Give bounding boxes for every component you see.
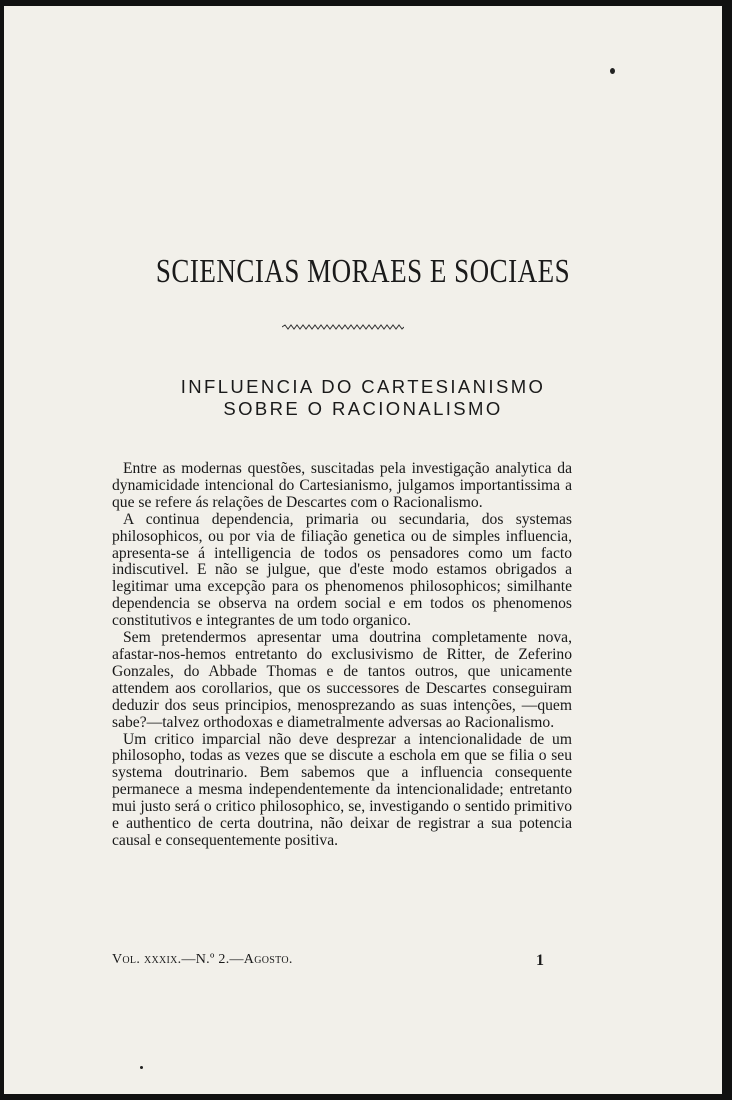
ink-speck <box>140 1066 143 1069</box>
article-title-line-1: INFLUENCIA DO CARTESIANISMO <box>180 376 546 397</box>
section-title: SCIENCIAS MORAES E SOCIAES <box>155 252 571 290</box>
page-number: 1 <box>536 952 544 969</box>
document-page <box>4 6 722 1094</box>
ornament-divider <box>282 324 404 330</box>
volume-info: Vol. xxxix.—N.º 2.—Agosto. <box>112 952 293 967</box>
article-body <box>112 461 572 850</box>
paragraph-2: A continua dependencia, primaria ou secundaria, dos systemas philosophicos, ou por via de filiação genetica ou de simples influencia, apresenta-se á intelligencia de todos os pensadores como um facto indiscutivel. E não se julgue, que d'este modo estamos obrigados a legitimar uma excepção para os phenomenos philosophicos; similhante dependencia se observa na ordem social e em todos os phenomenos constitutivos e integrantes de um todo organico. <box>112 510 572 630</box>
ink-speck <box>610 68 615 74</box>
paragraph-4: Um critico imparcial não deve desprezar a intencionalidade de um philosopho, todas as vezes que se discute a eschola em que se filia o seu systema doutrinario. Bem sabemos que a influencia consequente permanece a mesma independentemente da intencionalidade; entretanto mui justo será o critico philosophico, se, investigando o sentido primitivo e authentico de certa doutrina, não deixar de registrar a sua potencia causal e consequentemente positiva. <box>112 730 572 849</box>
paragraph-1: Entre as modernas questões, suscitadas pela investigação analytica da dynamicidade intencional do Cartesianismo, julgamos importantissima a que se refere ás relações de Descartes com o Racionalismo. <box>112 460 572 511</box>
paragraph-3: Sem pretendermos apresentar uma doutrina completamente nova, afastar-nos-hemos entretanto do exclusivismo de Ritter, de Zeferino Gonzales, do Abbade Thomas e de tantos outros, que unicamente attendem aos corollarios, que os successores de Descartes conseguiram deduzir dos seus principios, menosprezando as suas intenções, —quem sabe?—talvez orthodoxas e diametralmente adversas ao Racionalismo. <box>112 629 572 731</box>
article-title-line-2: SOBRE O RACIONALISMO <box>223 398 503 419</box>
article-title <box>4 376 722 420</box>
page-footer <box>112 952 544 968</box>
